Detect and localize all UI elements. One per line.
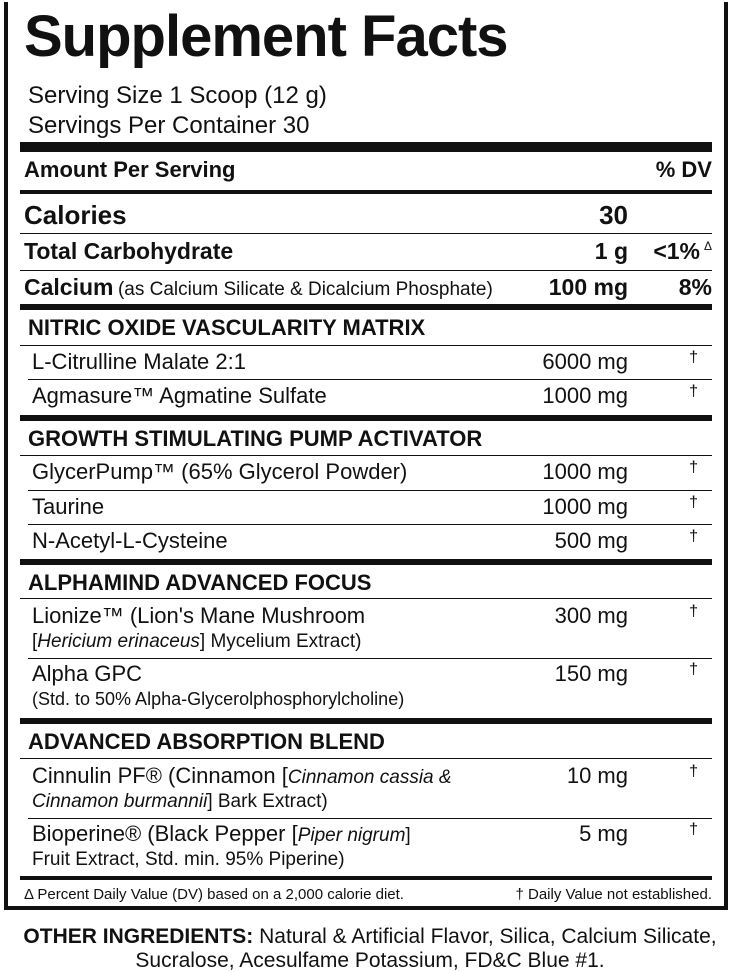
row-divider xyxy=(28,818,712,819)
row-divider xyxy=(28,379,712,380)
section-title: GROWTH STIMULATING PUMP ACTIVATOR xyxy=(28,426,483,451)
section-divider xyxy=(20,304,712,310)
serving-size: Serving Size 1 Scoop (12 g) xyxy=(28,82,327,109)
ingredient-detail: Fruit Extract, Std. min. 95% Piperine) xyxy=(32,849,345,870)
dagger-mark: † xyxy=(689,821,698,838)
dagger-mark: † xyxy=(689,603,698,620)
section-title: NITRIC OXIDE VASCULARITY MATRIX xyxy=(28,315,426,340)
dagger-mark: † xyxy=(689,494,698,511)
ingredient-detail: [Hericium erinaceus] Mycelium Extract) xyxy=(32,631,362,652)
ingredient-name: Lionize™ (Lion's Mane Mushroom xyxy=(32,603,366,628)
row-divider xyxy=(28,658,712,659)
ingredient-amount: 150 mg xyxy=(554,661,628,686)
ingredient-amount: 1000 mg xyxy=(542,494,628,519)
ingredient-name: GlycerPump™ (65% Glycerol Powder) xyxy=(32,459,408,484)
row-divider xyxy=(20,345,712,346)
carb-amount: 1 g xyxy=(594,238,628,264)
row-divider xyxy=(28,490,712,491)
row-divider xyxy=(20,598,712,599)
other-ingredients-line2: Sucralose, Acesulfame Potassium, FD&C Blue #1. xyxy=(135,948,605,972)
ingredient-amount: 6000 mg xyxy=(542,349,628,374)
calcium-amount: 100 mg xyxy=(548,274,628,300)
thick-divider xyxy=(20,142,712,152)
dv-header: % DV xyxy=(655,157,712,182)
ingredient-amount: 1000 mg xyxy=(542,459,628,484)
ingredient-name: L-Citrulline Malate 2:1 xyxy=(32,349,246,374)
footnote-dv: Δ Percent Daily Value (DV) based on a 2,000 calorie diet. xyxy=(24,886,404,903)
ingredient-detail: Cinnamon burmannii] Bark Extract) xyxy=(32,791,328,812)
supplement-facts-panel xyxy=(4,2,728,910)
ingredient-name: Alpha GPC xyxy=(32,661,143,686)
carb-dv-mark: Δ xyxy=(703,239,712,253)
servings-per-container: Servings Per Container 30 xyxy=(28,112,310,139)
dagger-mark: † xyxy=(689,528,698,545)
ingredient-amount: 1000 mg xyxy=(542,383,628,408)
ingredient-name: N-Acetyl-L-Cysteine xyxy=(32,528,228,553)
ingredient-amount: 10 mg xyxy=(566,763,628,788)
ingredient-amount: 300 mg xyxy=(554,603,628,628)
ingredient-name: Agmasure™ Agmatine Sulfate xyxy=(32,383,327,408)
row-divider xyxy=(20,233,712,234)
footnote-dagger: † Daily Value not established. xyxy=(515,886,712,903)
section-divider xyxy=(20,415,712,421)
calories-label: Calories xyxy=(24,200,127,230)
dagger-mark: † xyxy=(689,459,698,476)
ingredient-name: Bioperine® (Black Pepper [Piper nigrum] xyxy=(32,821,411,846)
calories-value: 30 xyxy=(599,200,628,230)
carb-label: Total Carbohydrate xyxy=(24,238,234,264)
ingredient-name: Cinnulin PF® (Cinnamon [Cinnamon cassia & xyxy=(32,763,452,788)
footer-divider xyxy=(20,876,712,880)
calcium-dv: 8% xyxy=(678,274,712,300)
other-ingredients-label: OTHER INGREDIENTS: xyxy=(23,925,254,948)
calcium-label: Calcium xyxy=(24,274,114,300)
dagger-mark: † xyxy=(689,383,698,400)
row-divider xyxy=(20,758,712,759)
dagger-mark: † xyxy=(689,661,698,678)
amount-per-serving-header: Amount Per Serving xyxy=(24,157,236,182)
dagger-mark: † xyxy=(689,763,698,780)
ingredient-detail: (Std. to 50% Alpha-Glycerolphosphorylcholine) xyxy=(32,689,405,709)
row-divider xyxy=(28,524,712,525)
row-divider xyxy=(20,455,712,456)
ingredient-amount: 5 mg xyxy=(579,821,628,846)
other-ingredients-line1: OTHER INGREDIENTS: Natural & Artificial Flavor, Silica, Calcium Silicate, xyxy=(23,925,717,948)
section-title: ALPHAMIND ADVANCED FOCUS xyxy=(28,570,372,595)
carb-dv: <1% xyxy=(653,238,700,264)
medium-divider xyxy=(20,190,712,194)
section-divider xyxy=(20,559,712,565)
section-title: ADVANCED ABSORPTION BLEND xyxy=(28,729,385,754)
panel-title: Supplement Facts xyxy=(24,4,508,69)
ingredient-amount: 500 mg xyxy=(554,528,628,553)
ingredient-name: Taurine xyxy=(32,494,105,519)
section-divider xyxy=(20,718,712,724)
dagger-mark: † xyxy=(689,349,698,366)
calcium-row xyxy=(24,276,493,299)
row-divider xyxy=(20,270,712,271)
calcium-detail: (as Calcium Silicate & Dicalcium Phosphate) xyxy=(117,279,493,300)
other-ingredients xyxy=(0,925,740,972)
